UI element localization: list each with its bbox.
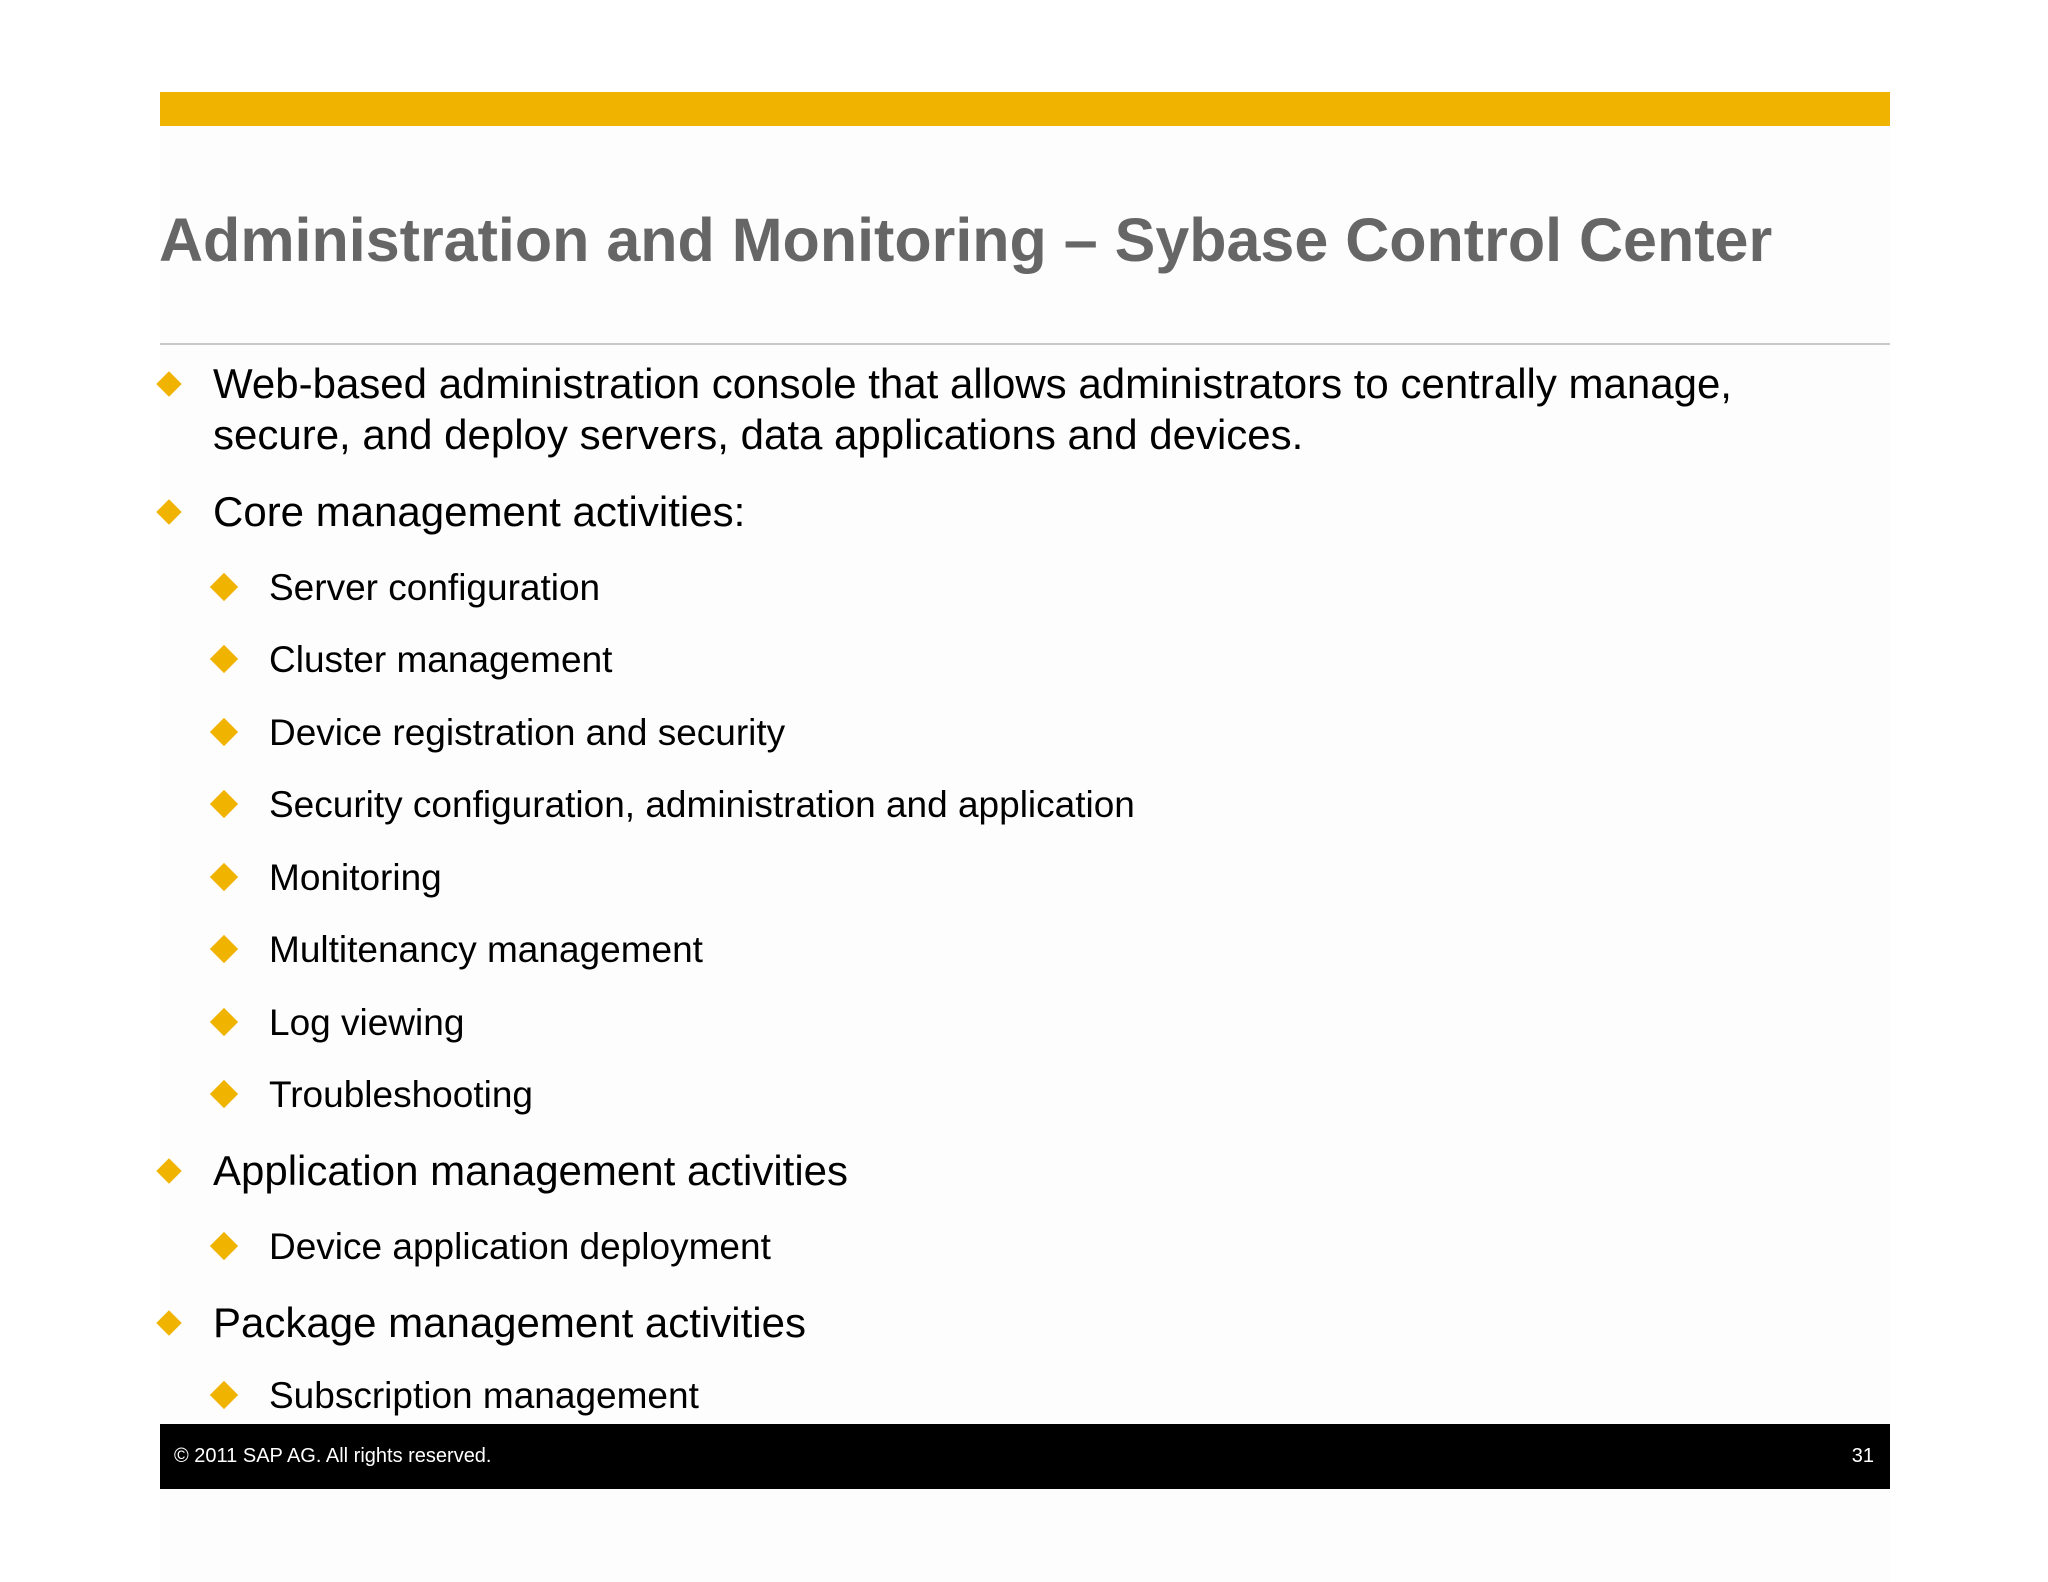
- sub-bullet-text: Multitenancy management: [269, 929, 703, 970]
- bullet-text: Package management activities: [213, 1299, 806, 1346]
- bullet-text-line2: secure, and deploy servers, data applications and devices.: [213, 411, 1304, 458]
- sub-bullet-text: Security configuration, administration and application: [269, 784, 1135, 825]
- sub-bullet-text: Server configuration: [269, 567, 601, 608]
- sub-bullet-text: Device application deployment: [269, 1226, 771, 1267]
- sub-bullet-text: Cluster management: [269, 639, 613, 680]
- title-divider: [160, 343, 1890, 345]
- sub-bullet-text: Device registration and security: [269, 712, 786, 753]
- bullet-text: Application management activities: [213, 1147, 849, 1194]
- sub-bullet-text: Subscription management: [269, 1375, 699, 1416]
- top-accent-bar: [160, 92, 1890, 126]
- bullet-text-line1: Web-based administration console that allows administrators to centrally manage,: [213, 360, 1732, 407]
- page-number: 31: [1851, 1445, 1874, 1467]
- footer-bar: [160, 1424, 1890, 1489]
- sub-bullet-text: Monitoring: [269, 857, 442, 898]
- footer-copyright: © 2011 SAP AG. All rights reserved.: [174, 1445, 492, 1467]
- sub-bullet-text: Troubleshooting: [269, 1074, 533, 1115]
- sub-bullet-text: Log viewing: [269, 1002, 465, 1043]
- bullet-text: Core management activities:: [213, 488, 746, 535]
- slide-title: Administration and Monitoring – Sybase Control Center: [159, 206, 1773, 274]
- slide-background: [160, 92, 1890, 1582]
